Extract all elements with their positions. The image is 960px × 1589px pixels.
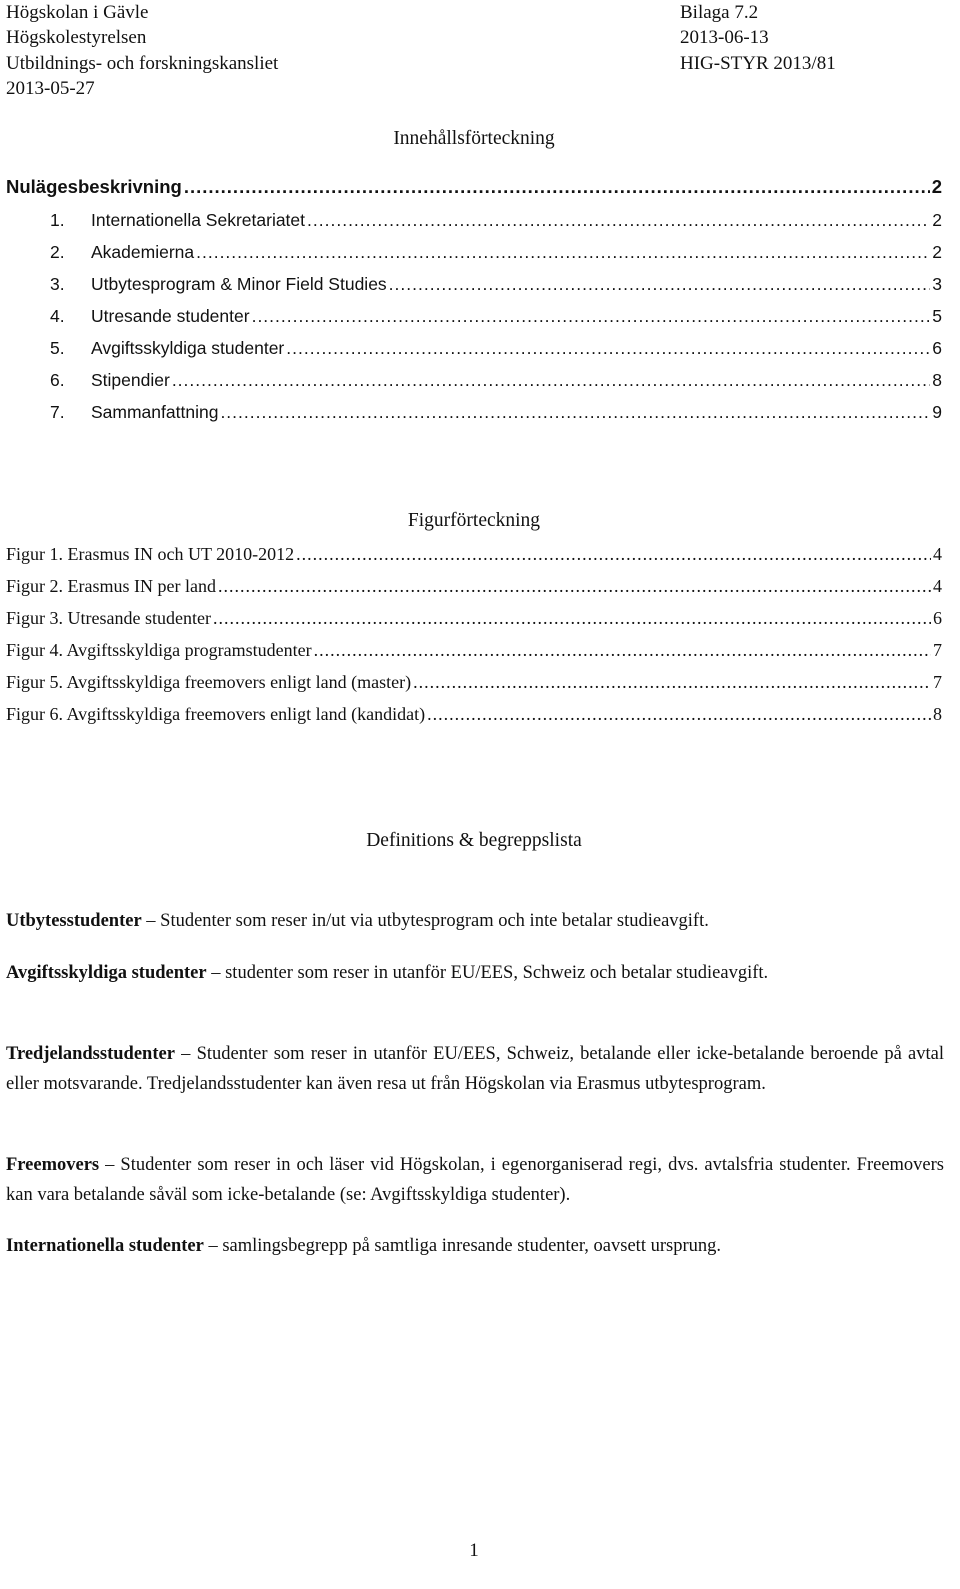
figure-item[interactable] <box>6 538 942 570</box>
toc-item-page: 5 <box>932 306 942 326</box>
figure-item-title: Figur 6. Avgiftsskyldiga freemovers enligt land (kandidat) <box>6 704 426 724</box>
figure-item-title: Figur 5. Avgiftsskyldiga freemovers enligt land (master) <box>6 672 412 692</box>
definition-dash: – <box>181 1044 191 1064</box>
toc-leader <box>427 698 931 730</box>
definition-term: Freemovers <box>6 1155 100 1175</box>
toc-item[interactable] <box>50 364 942 396</box>
figure-item[interactable] <box>6 602 942 634</box>
header-attachment: Bilaga 7.2 <box>680 2 759 23</box>
definition-dash: – <box>146 911 156 931</box>
toc-item-number: 7. <box>50 402 65 422</box>
toc-item[interactable] <box>50 300 942 332</box>
figure-item-page: 6 <box>933 608 942 628</box>
toc-leader <box>307 204 930 236</box>
definition-text: Studenter som reser in utanför EU/EES, Schweiz, betalande eller icke-betalande beroende på avtal eller motsvarande. Tredjelandsstudenter kan även resa ut från Högskolan via Erasmus utbytesprogram. <box>6 1044 945 1094</box>
toc-leader <box>314 634 931 666</box>
definition-item <box>6 1039 944 1099</box>
toc-leader <box>213 602 931 634</box>
definition-term: Utbytesstudenter <box>6 911 142 931</box>
toc-item[interactable] <box>50 396 942 428</box>
toc-leader <box>389 268 931 300</box>
toc-item-number: 5. <box>50 338 65 358</box>
figure-item[interactable] <box>6 634 942 666</box>
definition-term: Internationella studenter <box>6 1236 204 1256</box>
header-left <box>6 0 278 101</box>
figure-item-page: 4 <box>933 576 942 596</box>
figure-item-title: Figur 3. Utresande studenter <box>6 608 211 628</box>
toc-leader <box>220 396 930 428</box>
definition-item <box>6 906 944 936</box>
toc-item-page: 6 <box>932 338 942 358</box>
figure-item-page: 7 <box>933 672 942 692</box>
definition-dash: – <box>211 963 221 983</box>
toc-main-title: Nulägesbeskrivning <box>6 176 182 197</box>
figure-item-title: Figur 4. Avgiftsskyldiga programstudenter <box>6 640 312 660</box>
definition-item <box>6 1231 944 1261</box>
toc-item-number: 6. <box>50 370 65 390</box>
toc-main-entry[interactable] <box>6 171 942 203</box>
toc-item-title: Akademierna <box>91 242 195 262</box>
figure-item-title: Figur 1. Erasmus IN och UT 2010-2012 <box>6 544 295 564</box>
toc-item-title: Utbytesprogram & Minor Field Studies <box>91 274 387 294</box>
definition-dash: – <box>208 1236 218 1256</box>
page-number: 1 <box>469 1540 479 1561</box>
header-institution: Högskolan i Gävle <box>6 2 149 23</box>
toc-item-title: Sammanfattning <box>91 402 219 422</box>
toc-leader <box>184 171 930 203</box>
header-office: Utbildnings- och forskningskansliet <box>6 52 279 74</box>
definitions-heading: Definitions & begreppslista <box>366 830 582 851</box>
toc-item-page: 8 <box>932 370 942 390</box>
figure-item-title: Figur 2. Erasmus IN per land <box>6 576 216 596</box>
toc-item-title: Internationella Sekretariatet <box>91 210 306 230</box>
definition-text: studenter som reser in utanför EU/EES, Schweiz och betalar studieavgift. <box>225 963 769 983</box>
definition-text: Studenter som reser in/ut via utbytesprogram och inte betalar studieavgift. <box>160 911 709 931</box>
toc-item-title: Stipendier <box>91 370 170 390</box>
header-board: Högskolestyrelsen <box>6 27 147 49</box>
figure-item-page: 4 <box>933 544 942 564</box>
toc-heading: Innehållsförteckning <box>393 128 555 149</box>
toc-item-title: Utresande studenter <box>91 306 250 326</box>
toc-leader <box>296 538 931 570</box>
toc-leader <box>286 332 930 364</box>
toc-item-page: 9 <box>932 402 942 422</box>
toc-leader <box>218 570 931 602</box>
toc-item[interactable] <box>50 236 942 268</box>
definition-item <box>6 1150 944 1210</box>
definition-text: Studenter som reser in och läser vid Högskolan, i egenorganiserad regi, dvs. avtalsfria studenter. Freemovers kan vara betalande såväl som icke-betalande (se: Avgiftsskyldiga studenter). <box>6 1155 944 1205</box>
toc-item-page: 3 <box>932 274 942 294</box>
figure-item-page: 8 <box>933 704 942 724</box>
header-date: 2013-05-27 <box>6 77 95 99</box>
toc-item-page: 2 <box>932 242 942 262</box>
toc-leader <box>252 300 931 332</box>
definition-text: samlingsbegrepp på samtliga inresande studenter, oavsett ursprung. <box>222 1236 721 1256</box>
toc-item-number: 3. <box>50 274 65 294</box>
toc-item-number: 1. <box>50 210 65 230</box>
toc-item-number: 2. <box>50 242 65 262</box>
figure-item[interactable] <box>6 698 942 730</box>
figure-item[interactable] <box>6 570 942 602</box>
figures-heading: Figurförteckning <box>407 510 541 531</box>
definition-term: Tredjelandsstudenter <box>6 1044 175 1064</box>
header-right <box>680 0 836 76</box>
definition-item <box>6 958 944 988</box>
header-meeting-date: 2013-06-13 <box>680 27 769 49</box>
toc-item[interactable] <box>50 332 942 364</box>
definition-dash: – <box>105 1155 115 1175</box>
toc-item[interactable] <box>50 204 942 236</box>
definition-term: Avgiftsskyldiga studenter <box>6 963 207 983</box>
figure-item-page: 7 <box>933 640 942 660</box>
toc-item-title: Avgiftsskyldiga studenter <box>91 338 285 358</box>
toc-main-page: 2 <box>931 176 942 197</box>
toc-item-number: 4. <box>50 306 65 326</box>
toc-item[interactable] <box>50 268 942 300</box>
toc-leader <box>172 364 930 396</box>
toc-item-page: 2 <box>932 210 942 230</box>
figure-item[interactable] <box>6 666 942 698</box>
toc-leader <box>413 666 931 698</box>
toc-leader <box>196 236 930 268</box>
header-reference: HIG-STYR 2013/81 <box>680 52 836 74</box>
